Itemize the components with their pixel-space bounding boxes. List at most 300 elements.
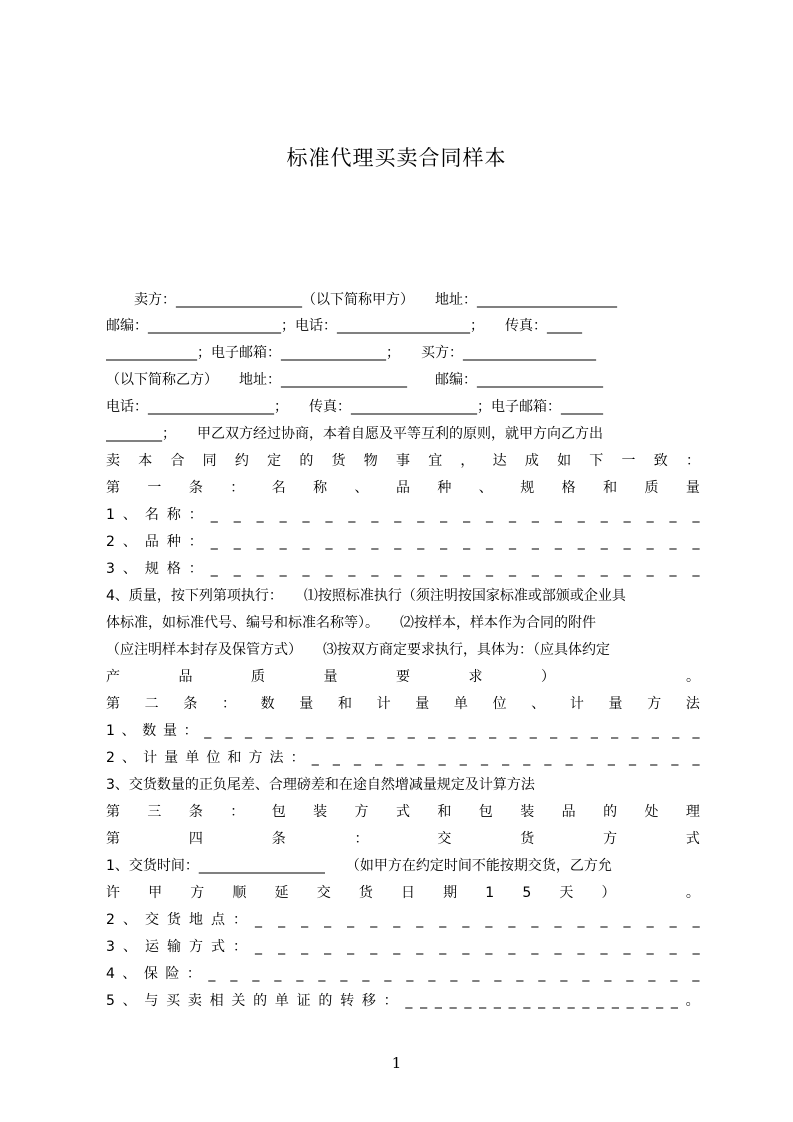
text-char: _: [285, 723, 293, 739]
text-char: 第: [106, 696, 120, 712]
text-char: _: [347, 939, 355, 955]
text-char: 、: [122, 939, 137, 955]
text-char: _: [567, 993, 575, 1009]
text-char: _: [256, 507, 264, 523]
text-char: _: [440, 561, 448, 577]
text-line: 1、交货时间：__________________ （如甲方在约定时间不能按期交货，乙方允: [106, 858, 612, 874]
text-char: _: [485, 939, 493, 955]
text-char: _: [692, 750, 700, 766]
text-char: _: [508, 507, 516, 523]
text-char: _: [560, 966, 568, 982]
text-char: _: [340, 966, 348, 982]
text-char: 品: [144, 534, 159, 550]
text-char: 货: [166, 912, 181, 928]
text-char: 格: [166, 561, 181, 577]
text-char: _: [347, 912, 355, 928]
text-char: 的: [253, 993, 268, 1009]
text-char: 3: [106, 561, 115, 577]
text-char: _: [623, 507, 631, 523]
text-char: _: [417, 534, 425, 550]
text-char: _: [450, 966, 458, 982]
text-char: _: [604, 966, 612, 982]
text-char: 卖: [187, 993, 202, 1009]
text-char: 量: [164, 750, 179, 766]
text-char: 产: [106, 669, 120, 685]
text-char: 和: [437, 804, 452, 820]
text-char: _: [371, 507, 379, 523]
text-char: _: [252, 966, 260, 982]
text-char: 事: [395, 453, 410, 469]
text-char: _: [646, 912, 654, 928]
text-char: 约: [234, 453, 249, 469]
text-char: _: [256, 534, 264, 550]
text-char: _: [538, 966, 546, 982]
text-char: 称: [166, 507, 181, 523]
text-char: 品: [178, 669, 193, 685]
text-char: _: [577, 561, 585, 577]
text-char: _: [210, 507, 218, 523]
text-char: _: [626, 966, 634, 982]
text-line: （应注明样本封存及保管方式） ⑶按双方商定要求执行，具体为：（应具体约定: [106, 642, 610, 658]
text-char: 、: [122, 750, 136, 766]
text-char: _: [479, 993, 487, 1009]
text-char: _: [646, 507, 654, 523]
text-char: _: [554, 912, 562, 928]
text-char: _: [692, 723, 700, 739]
text-char: 和: [603, 480, 618, 496]
text-char: [644, 880, 658, 906]
text-char: ，: [460, 453, 475, 469]
text-char: 装: [313, 804, 328, 820]
text-char: 计: [569, 696, 584, 712]
text-line: [106, 826, 700, 852]
text-char: _: [670, 993, 678, 1009]
text-char: _: [279, 507, 287, 523]
text-char: _: [428, 966, 436, 982]
text-char: 物: [363, 453, 378, 469]
text-char: _: [439, 939, 447, 955]
text-char: 式: [211, 939, 225, 955]
text-char: 条: [183, 696, 198, 712]
text-char: _: [420, 993, 428, 1009]
text-char: _: [302, 534, 310, 550]
text-char: _: [449, 993, 457, 1009]
text-char: _: [538, 993, 546, 1009]
text-char: 、: [531, 696, 546, 712]
text-char: _: [406, 966, 414, 982]
text-char: _: [523, 750, 531, 766]
text-char: 输: [166, 939, 181, 955]
text-char: _: [692, 966, 700, 982]
text-char: 条: [271, 831, 286, 847]
text-char: 2: [106, 534, 115, 550]
text-char: ：: [233, 939, 248, 955]
text-char: _: [362, 966, 370, 982]
text-char: _: [472, 966, 480, 982]
text-char: _: [486, 534, 494, 550]
text-char: _: [405, 993, 413, 1009]
text-char: _: [326, 723, 334, 739]
text-char: 卖: [106, 453, 120, 469]
text-char: _: [208, 966, 216, 982]
text-char: _: [233, 534, 241, 550]
text-char: _: [554, 939, 562, 955]
text-char: 移: [361, 993, 376, 1009]
text-char: 种: [166, 534, 181, 550]
text-char: _: [508, 534, 516, 550]
text-char: _: [311, 750, 319, 766]
text-char: _: [631, 723, 639, 739]
text-char: _: [570, 723, 578, 739]
text-char: _: [494, 966, 502, 982]
text-char: 宜: [428, 453, 443, 469]
text-char: ：: [290, 750, 305, 766]
text-line: [106, 556, 700, 582]
text-line: [106, 691, 700, 717]
text-char: _: [508, 939, 516, 955]
text-char: _: [646, 561, 654, 577]
text-char: 交: [144, 912, 159, 928]
text-char: 1: [485, 885, 495, 901]
text-char: _: [531, 507, 539, 523]
text-char: _: [669, 561, 677, 577]
text-char: _: [324, 939, 332, 955]
text-char: 、: [122, 966, 137, 982]
text-char: 方: [647, 696, 662, 712]
text-char: _: [384, 966, 392, 982]
text-char: 质: [644, 480, 659, 496]
text-char: 延: [274, 885, 289, 901]
text-char: 名: [271, 480, 286, 496]
text-char: _: [348, 561, 356, 577]
text-char: 转: [340, 993, 355, 1009]
text-char: 二: [144, 696, 159, 712]
text-char: _: [531, 534, 539, 550]
text-char: 。: [686, 669, 700, 685]
text-char: 1: [106, 507, 115, 523]
text-char: _: [600, 561, 608, 577]
text-char: _: [230, 966, 238, 982]
text-char: _: [417, 561, 425, 577]
text-char: 四: [188, 831, 203, 847]
text-char: 量: [415, 696, 430, 712]
text-char: 单: [185, 750, 200, 766]
text-char: 5: [106, 993, 115, 1009]
text-char: 量: [162, 723, 177, 739]
text-char: _: [434, 993, 442, 1009]
text-char: _: [651, 723, 659, 739]
text-char: _: [348, 534, 356, 550]
text-char: ：: [186, 966, 201, 982]
text-char: ：: [685, 453, 700, 469]
text-char: _: [274, 966, 282, 982]
text-char: _: [464, 993, 472, 1009]
text-char: 1: [106, 723, 115, 739]
text-line: 4、质量，按下列第项执行： ⑴按照标准执行（须注明按国家标准或部颁或企业具: [106, 588, 626, 604]
text-char: 位: [492, 696, 507, 712]
text-char: 2: [106, 912, 115, 928]
text-char: _: [554, 561, 562, 577]
text-char: _: [600, 534, 608, 550]
text-char: _: [586, 750, 594, 766]
text-char: 运: [144, 939, 159, 955]
text-char: _: [692, 534, 700, 550]
text-line: 3、交货数量的正负尾差、合理磅差和在途自然增减量规定及计算方法: [106, 777, 535, 793]
text-char: _: [416, 912, 424, 928]
text-line: 邮编：___________________；电话：___________________； 传真：_____: [106, 318, 582, 334]
text-char: 、: [354, 480, 369, 496]
text-char: _: [459, 750, 467, 766]
text-char: _: [394, 534, 402, 550]
text-char: _: [204, 723, 212, 739]
text-char: 要: [396, 669, 410, 685]
text-char: 一: [147, 480, 162, 496]
text-char: _: [480, 750, 488, 766]
text-char: _: [302, 507, 310, 523]
text-char: _: [544, 750, 552, 766]
text-char: _: [508, 561, 516, 577]
text-char: _: [600, 507, 608, 523]
text-char: 相: [209, 993, 224, 1009]
text-char: ）: [541, 669, 555, 685]
text-char: _: [656, 993, 664, 1009]
text-char: 、: [478, 480, 493, 496]
text-char: _: [582, 993, 590, 1009]
text-char: 定: [267, 453, 282, 469]
text-line: [106, 475, 700, 501]
text-char: _: [394, 507, 402, 523]
text-char: ：: [188, 561, 203, 577]
text-char: _: [370, 939, 378, 955]
text-char: 方: [354, 804, 369, 820]
text-char: 、: [122, 507, 137, 523]
text-char: 法: [685, 696, 700, 712]
text-char: _: [233, 507, 241, 523]
text-char: _: [210, 561, 218, 577]
text-char: ：: [188, 534, 203, 550]
text-char: 货: [358, 885, 373, 901]
text-line: [106, 988, 700, 1014]
text-char: _: [669, 507, 677, 523]
text-char: 关: [231, 993, 246, 1009]
text-char: _: [255, 912, 263, 928]
text-char: _: [629, 750, 637, 766]
text-char: _: [550, 723, 558, 739]
text-char: 条: [188, 480, 203, 496]
text-char: _: [370, 912, 378, 928]
text-char: 顺: [232, 885, 247, 901]
text-char: _: [489, 723, 497, 739]
text-char: _: [324, 912, 332, 928]
text-char: 式: [685, 831, 700, 847]
text-char: _: [318, 966, 326, 982]
text-char: 如: [557, 453, 572, 469]
text-char: 达: [492, 453, 507, 469]
text-char: [614, 664, 628, 690]
text-char: 交: [437, 831, 452, 847]
text-char: _: [439, 912, 447, 928]
text-char: _: [692, 939, 700, 955]
text-char: 货: [520, 831, 535, 847]
text-char: 单: [453, 696, 468, 712]
text-char: _: [565, 750, 573, 766]
text-char: 保: [143, 966, 158, 982]
text-char: _: [233, 561, 241, 577]
text-char: 天: [559, 885, 574, 901]
text-char: _: [387, 723, 395, 739]
text-char: _: [265, 723, 273, 739]
text-char: 单: [274, 993, 289, 1009]
text-char: _: [428, 723, 436, 739]
text-char: _: [577, 912, 585, 928]
text-char: _: [462, 939, 470, 955]
text-char: _: [278, 912, 286, 928]
text-char: ：: [354, 831, 369, 847]
text-char: 称: [313, 480, 328, 496]
text-char: _: [597, 993, 605, 1009]
text-char: _: [325, 534, 333, 550]
text-char: _: [582, 966, 590, 982]
text-char: 处: [644, 804, 659, 820]
text-char: 和: [227, 750, 242, 766]
text-char: _: [611, 993, 619, 1009]
text-char: _: [623, 912, 631, 928]
text-char: 量: [608, 696, 623, 712]
text-char: 数: [260, 696, 275, 712]
text-char: 、: [121, 723, 136, 739]
text-char: 三: [147, 804, 162, 820]
text-char: 5: [522, 885, 532, 901]
text-char: _: [244, 723, 252, 739]
text-line: 电话：__________________； 传真：__________________；电子邮箱：______: [106, 399, 603, 415]
text-char: 包: [478, 804, 493, 820]
text-char: 日: [400, 885, 415, 901]
text-char: _: [346, 723, 354, 739]
text-char: 买: [166, 993, 181, 1009]
text-char: _: [611, 723, 619, 739]
text-char: 的: [299, 453, 314, 469]
text-char: _: [371, 534, 379, 550]
text-char: 、: [122, 912, 137, 928]
text-line: [106, 718, 700, 744]
text-char: _: [641, 993, 649, 1009]
page-number: 1: [391, 1054, 402, 1072]
text-char: _: [354, 750, 362, 766]
text-char: 、: [122, 993, 137, 1009]
text-char: _: [600, 939, 608, 955]
text-char: _: [508, 912, 516, 928]
text-char: _: [224, 723, 232, 739]
text-char: _: [623, 939, 631, 955]
text-char: _: [648, 966, 656, 982]
text-char: _: [531, 561, 539, 577]
text-char: _: [256, 561, 264, 577]
text-char: 。: [685, 993, 700, 1009]
text-line: [106, 502, 700, 528]
text-char: 理: [685, 804, 700, 820]
text-char: 4: [106, 966, 115, 982]
text-line: 体标准，如标准代号、编号和标准名称等）。 ⑵按样本，样本作为合同的附件: [106, 615, 596, 631]
text-char: _: [417, 750, 425, 766]
text-char: _: [692, 561, 700, 577]
text-char: _: [440, 507, 448, 523]
text-char: 下: [589, 453, 604, 469]
text-char: 、: [122, 534, 137, 550]
text-char: _: [493, 993, 501, 1009]
text-char: ：: [221, 696, 236, 712]
text-char: 位: [206, 750, 221, 766]
text-char: _: [296, 966, 304, 982]
text-char: _: [371, 561, 379, 577]
text-char: 期: [443, 885, 458, 901]
text-char: _: [463, 561, 471, 577]
text-char: _: [552, 993, 560, 1009]
text-char: 法: [269, 750, 284, 766]
text-char: _: [486, 561, 494, 577]
text-char: _: [623, 561, 631, 577]
text-line: [106, 961, 700, 987]
text-char: _: [529, 723, 537, 739]
text-char: _: [671, 750, 679, 766]
text-char: 致: [653, 453, 668, 469]
text-char: _: [672, 723, 680, 739]
text-char: _: [325, 561, 333, 577]
text-char: 装: [520, 804, 535, 820]
text-char: _: [325, 507, 333, 523]
text-char: 方: [248, 750, 263, 766]
text-char: _: [306, 723, 313, 739]
text-char: _: [669, 912, 677, 928]
text-line: ________； 甲乙双方经过协商，本着自愿及平等互利的原则，就甲方向乙方出: [106, 426, 603, 442]
text-char: 2: [106, 750, 115, 766]
text-char: 和: [337, 696, 352, 712]
text-char: _: [279, 534, 287, 550]
text-line: [106, 529, 700, 555]
text-char: _: [692, 507, 700, 523]
text-char: _: [396, 750, 404, 766]
text-char: 量: [299, 696, 314, 712]
text-char: _: [462, 912, 470, 928]
text-char: 、: [122, 561, 137, 577]
text-char: 名: [144, 507, 159, 523]
text-char: _: [509, 723, 517, 739]
text-char: ：: [230, 480, 245, 496]
text-char: _: [669, 534, 677, 550]
text-char: 合: [170, 453, 185, 469]
text-char: 同: [202, 453, 217, 469]
text-char: ：: [230, 804, 245, 820]
text-char: 质: [251, 669, 265, 685]
text-char: _: [394, 561, 402, 577]
text-char: 品: [395, 480, 410, 496]
text-char: _: [393, 912, 401, 928]
text-char: _: [623, 534, 631, 550]
text-char: 险: [165, 966, 180, 982]
text-line: [106, 799, 700, 825]
document-title: 标准代理买卖合同样本: [286, 146, 507, 170]
text-char: _: [463, 534, 471, 550]
text-line: [106, 907, 700, 933]
text-line: [106, 745, 700, 771]
text-char: 方: [188, 939, 203, 955]
text-char: 种: [437, 480, 452, 496]
text-char: _: [255, 939, 263, 955]
text-char: 数: [142, 723, 157, 739]
text-char: _: [577, 534, 585, 550]
text-char: 计: [143, 750, 158, 766]
text-char: _: [516, 966, 524, 982]
text-char: _: [692, 912, 700, 928]
